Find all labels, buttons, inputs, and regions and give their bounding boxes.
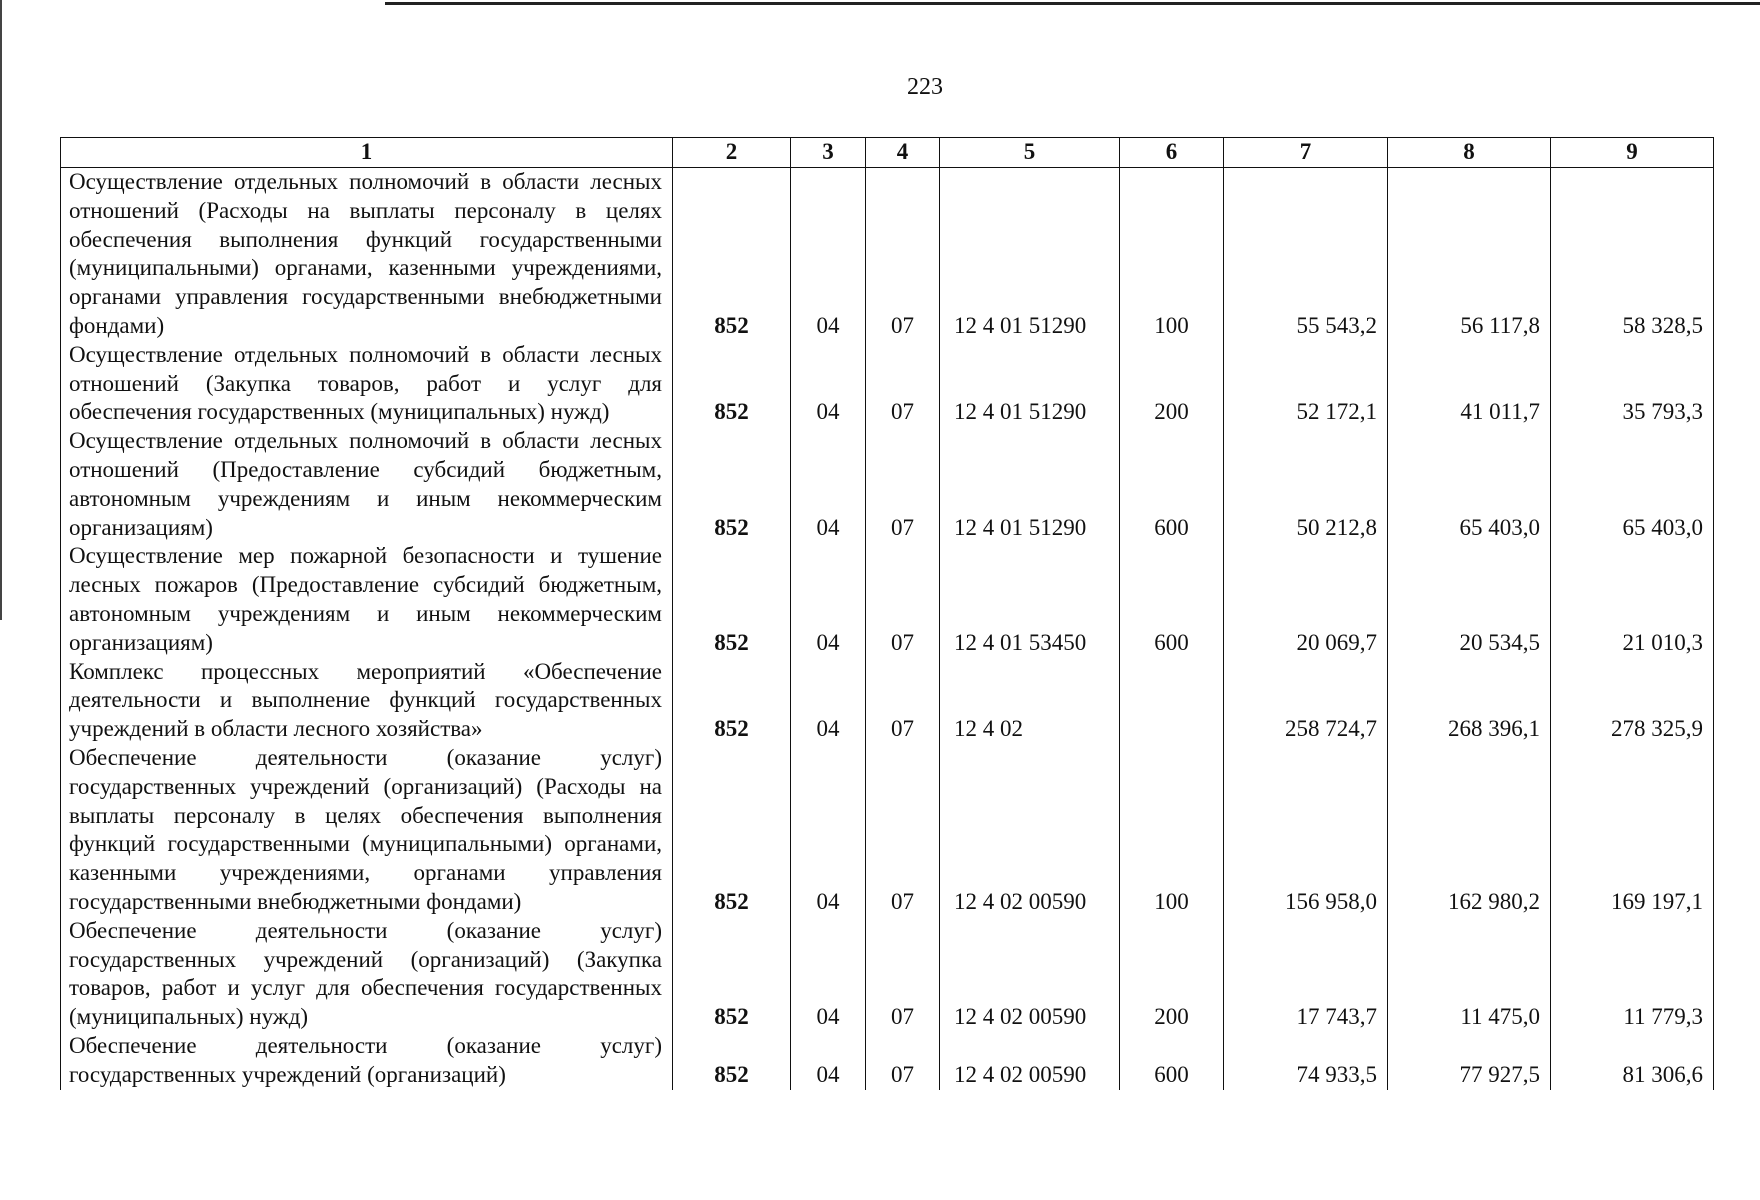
table-row (61, 427, 1714, 542)
row-subsection: 07 (866, 917, 940, 1032)
row-amount-year3: 11 779,3 (1551, 917, 1714, 1032)
row-amount-year3: 81 306,6 (1551, 1032, 1714, 1090)
row-description: Обеспечение деятельности (оказание услуг) государственных учреждений (организаций) (Расходы на выплаты персоналу в целях обеспечения выполнения функций государственными (муниципальными) органами, казенными учреждениями, органами управления государственными внебюджетными фондами) (61, 744, 673, 917)
row-amount-year3: 169 197,1 (1551, 744, 1714, 917)
row-expense-type: 100 (1120, 168, 1224, 341)
row-description: Осуществление мер пожарной безопасности и тушение лесных пожаров (Предоставление субсидий бюджетным, автономным учреждениям и иным некоммерческим организациям) (61, 542, 673, 657)
row-expense-type: 200 (1120, 341, 1224, 427)
header-col-1: 1 (61, 138, 673, 168)
row-amount-year3: 58 328,5 (1551, 168, 1714, 341)
row-amount-year2: 41 011,7 (1388, 341, 1551, 427)
row-amount-year2: 65 403,0 (1388, 427, 1551, 542)
row-description: Осуществление отдельных полномочий в области лесных отношений (Закупка товаров, работ и услуг для обеспечения государственных (муниципальных) нужд) (61, 341, 673, 427)
row-target-code: 12 4 01 53450 (940, 542, 1120, 657)
table-row (61, 744, 1714, 917)
header-col-9: 9 (1551, 138, 1714, 168)
row-description: Осуществление отдельных полномочий в области лесных отношений (Расходы на выплаты персоналу в целях обеспечения выполнения функций государственными (муниципальными) органами, казенными учреждениями, органами управления государственными внебюджетными фондами) (61, 168, 673, 341)
row-subsection: 07 (866, 1032, 940, 1090)
row-amount-year1: 74 933,5 (1224, 1032, 1388, 1090)
row-amount-year2: 162 980,2 (1388, 744, 1551, 917)
row-target-code: 12 4 01 51290 (940, 341, 1120, 427)
row-expense-type: 600 (1120, 427, 1224, 542)
row-section: 04 (791, 427, 866, 542)
table-row (61, 1032, 1714, 1090)
row-subsection: 07 (866, 427, 940, 542)
page-number: 223 (907, 74, 943, 100)
row-expense-type: 600 (1120, 542, 1224, 657)
row-amount-year3: 65 403,0 (1551, 427, 1714, 542)
row-amount-year3: 21 010,3 (1551, 542, 1714, 657)
header-col-4: 4 (866, 138, 940, 168)
row-amount-year3: 35 793,3 (1551, 341, 1714, 427)
table-row (61, 341, 1714, 427)
row-amount-year3: 278 325,9 (1551, 658, 1714, 744)
header-col-8: 8 (1388, 138, 1551, 168)
row-section: 04 (791, 917, 866, 1032)
header-col-2: 2 (673, 138, 791, 168)
row-subsection: 07 (866, 341, 940, 427)
row-amount-year2: 268 396,1 (1388, 658, 1551, 744)
table-row (61, 658, 1714, 744)
row-section: 04 (791, 1032, 866, 1090)
table-row (61, 168, 1714, 341)
row-description: Обеспечение деятельности (оказание услуг) государственных учреждений (организаций) (61, 1032, 673, 1090)
row-expense-type: 200 (1120, 917, 1224, 1032)
row-grbs: 852 (673, 917, 791, 1032)
row-section: 04 (791, 744, 866, 917)
row-expense-type (1120, 658, 1224, 744)
row-description: Осуществление отдельных полномочий в области лесных отношений (Предоставление субсидий бюджетным, автономным учреждениям и иным некоммерческим организациям) (61, 427, 673, 542)
row-expense-type: 600 (1120, 1032, 1224, 1090)
row-target-code: 12 4 02 00590 (940, 744, 1120, 917)
row-target-code: 12 4 02 00590 (940, 917, 1120, 1032)
header-col-7: 7 (1224, 138, 1388, 168)
row-amount-year1: 156 958,0 (1224, 744, 1388, 917)
top-rule (385, 2, 1760, 5)
row-amount-year1: 50 212,8 (1224, 427, 1388, 542)
row-section: 04 (791, 658, 866, 744)
row-subsection: 07 (866, 658, 940, 744)
row-amount-year2: 11 475,0 (1388, 917, 1551, 1032)
row-amount-year2: 77 927,5 (1388, 1032, 1551, 1090)
header-col-6: 6 (1120, 138, 1224, 168)
row-target-code: 12 4 01 51290 (940, 168, 1120, 341)
row-amount-year1: 258 724,7 (1224, 658, 1388, 744)
row-subsection: 07 (866, 542, 940, 657)
row-grbs: 852 (673, 341, 791, 427)
row-target-code: 12 4 01 51290 (940, 427, 1120, 542)
row-amount-year1: 17 743,7 (1224, 917, 1388, 1032)
table-row (61, 542, 1714, 657)
row-description: Обеспечение деятельности (оказание услуг) государственных учреждений (организаций) (Закупка товаров, работ и услуг для обеспечения государственных (муниципальных) нужд) (61, 917, 673, 1032)
row-description: Комплекс процессных мероприятий «Обеспечение деятельности и выполнение функций государственных учреждений в области лесного хозяйства» (61, 658, 673, 744)
table-row (61, 917, 1714, 1032)
row-subsection: 07 (866, 744, 940, 917)
row-amount-year2: 20 534,5 (1388, 542, 1551, 657)
row-amount-year2: 56 117,8 (1388, 168, 1551, 341)
header-row (61, 138, 1714, 168)
row-grbs: 852 (673, 744, 791, 917)
row-grbs: 852 (673, 168, 791, 341)
row-section: 04 (791, 168, 866, 341)
row-grbs: 852 (673, 427, 791, 542)
row-section: 04 (791, 542, 866, 657)
row-expense-type: 100 (1120, 744, 1224, 917)
header-col-5: 5 (940, 138, 1120, 168)
row-amount-year1: 52 172,1 (1224, 341, 1388, 427)
row-target-code: 12 4 02 00590 (940, 1032, 1120, 1090)
row-target-code: 12 4 02 (940, 658, 1120, 744)
header-col-3: 3 (791, 138, 866, 168)
budget-table (60, 137, 1714, 1090)
row-section: 04 (791, 341, 866, 427)
row-grbs: 852 (673, 542, 791, 657)
row-grbs: 852 (673, 1032, 791, 1090)
row-subsection: 07 (866, 168, 940, 341)
row-grbs: 852 (673, 658, 791, 744)
row-amount-year1: 20 069,7 (1224, 542, 1388, 657)
row-amount-year1: 55 543,2 (1224, 168, 1388, 341)
